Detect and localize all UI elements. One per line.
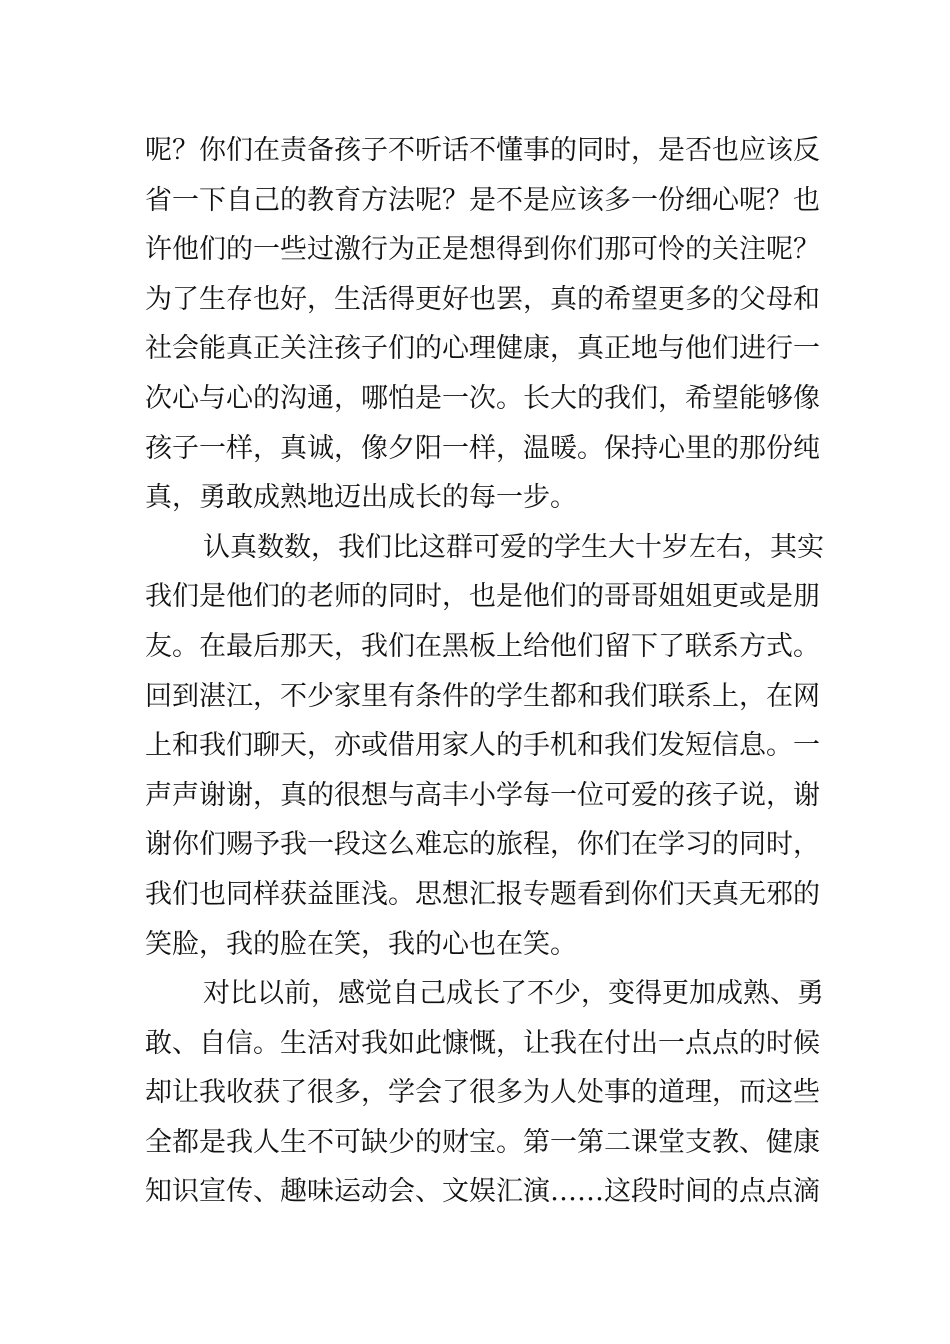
text-line: 全都是我人生不可缺少的财宝。第一第二课堂支教、健康 [145,1126,820,1158]
document-body-text [145,126,824,1217]
text-line: 次心与心的沟通，哪怕是一次。长大的我们，希望能够像 [145,382,820,414]
text-line: 敢、自信。生活对我如此慷慨，让我在付出一点点的时候 [145,1027,820,1059]
paragraph-first-line: 对比以前，感觉自己成长了不少，变得更加成熟、勇 [203,978,824,1010]
text-line: 社会能真正关注孩子们的心理健康，真正地与他们进行一 [145,333,820,365]
text-line: 知识宣传、趣味运动会、文娱汇演……这段时间的点点滴 [145,1176,820,1208]
text-line: 声声谢谢，真的很想与高丰小学每一位可爱的孩子说，谢 [145,779,820,811]
text-line: 真，勇敢成熟地迈出成长的每一步。 [145,482,577,514]
text-line: 为了生存也好，生活得更好也罢，真的希望更多的父母和 [145,283,820,315]
text-line: 许他们的一些过激行为正是想得到你们那可怜的关注呢？ [145,234,820,266]
text-line: 我们是他们的老师的同时，也是他们的哥哥姐姐更或是朋 [145,581,820,613]
text-line: 孩子一样，真诚，像夕阳一样，温暖。保持心里的那份纯 [145,432,820,464]
text-line: 呢？你们在责备孩子不听话不懂事的同时，是否也应该反 [145,135,820,166]
text-line: 友。在最后那天，我们在黑板上给他们留下了联系方式。 [145,630,820,662]
paragraph-first-line: 认真数数，我们比这群可爱的学生大十岁左右，其实 [203,531,824,563]
text-line: 上和我们聊天，亦或借用家人的手机和我们发短信息。一 [145,730,820,762]
text-line: 笑脸，我的脸在笑，我的心也在笑。 [145,928,577,960]
text-line: 谢你们赐予我一段这么难忘的旅程，你们在学习的同时， [145,829,820,861]
text-line: 回到湛江，不少家里有条件的学生都和我们联系上，在网 [145,680,820,712]
text-line: 我们也同样获益匪浅。思想汇报专题看到你们天真无邪的 [145,878,820,910]
text-line: 却让我收获了很多，学会了很多为人处事的道理，而这些 [145,1077,820,1109]
text-line: 省一下自己的教育方法呢？是不是应该多一份细心呢？也 [145,184,820,216]
